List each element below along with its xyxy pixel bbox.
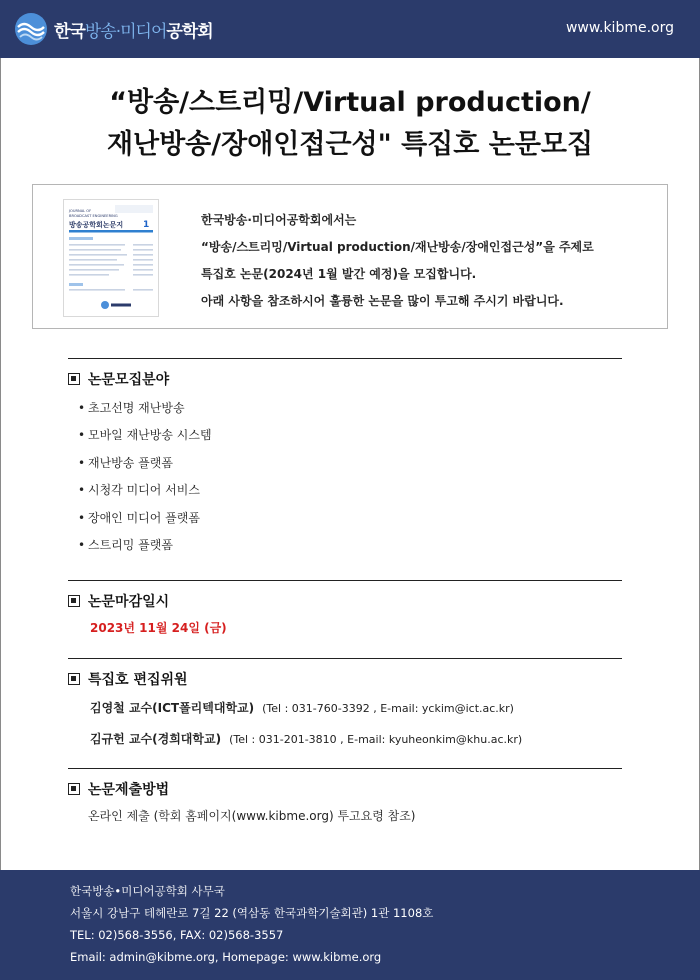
intro-text — [201, 207, 661, 315]
journal-sub-label: BROADCAST ENGINEERING — [69, 214, 118, 218]
intro-box — [32, 184, 668, 329]
square-bullet-icon — [68, 373, 80, 385]
title-line-2: 재난방송/장애인접근성" 특집호 논문모집 — [106, 129, 594, 160]
section-heading: 특집호 편집위원 — [68, 669, 622, 689]
header-bar — [0, 0, 700, 58]
journal-name: 방송공학회논문지 — [69, 221, 124, 229]
intro-line: 특집호 논문(2024년 1월 발간 예정)을 모집합니다. — [201, 267, 477, 281]
journal-issue: 1 — [143, 220, 150, 230]
society-logo[interactable] — [14, 12, 213, 46]
logo-text: 한국방송·미디어공학회 — [54, 21, 213, 42]
list-item: • 모바일 재난방송 시스템 — [68, 422, 622, 449]
editor-row — [90, 693, 622, 724]
section-heading: 논문제출방법 — [68, 779, 622, 799]
section-deadline — [68, 580, 622, 636]
section-heading: 논문마감일시 — [68, 591, 622, 611]
journal-top-label: JOURNAL OF — [69, 209, 92, 213]
editor-contact[interactable]: (Tel : 031-201-3810 , E-mail: kyuheonkim@khu.ac.kr) — [229, 733, 523, 746]
journal-cover-thumbnail — [63, 199, 159, 317]
square-bullet-icon — [68, 783, 80, 795]
footer-contact[interactable]: Email: admin@kibme.org, Homepage: www.kibme.org — [70, 950, 382, 964]
square-bullet-icon — [68, 673, 80, 685]
section-editors — [68, 658, 622, 755]
section-fields — [68, 358, 622, 559]
editor-name: 김규헌 교수(경희대학교) — [90, 732, 222, 746]
deadline-date: 2023년 11월 24일 (금) — [90, 621, 227, 635]
section-heading: 논문모집분야 — [68, 369, 622, 389]
list-item: • 장애인 미디어 플랫폼 — [68, 505, 622, 532]
footer-address: 서울시 강남구 테헤란로 7길 22 (역삼동 한국과학기술회관) 1관 1108호 — [70, 906, 434, 920]
footer-office: 한국방송•미디어공학회 사무국 — [70, 884, 225, 898]
site-url[interactable]: www.kibme.org — [565, 20, 674, 36]
intro-line: 아래 사항을 참조하시어 훌륭한 논문을 많이 투고해 주시기 바랍니다. — [201, 294, 564, 308]
list-item: • 시청각 미디어 서비스 — [68, 477, 622, 504]
list-item: • 초고선명 재난방송 — [68, 395, 622, 422]
footer — [0, 870, 700, 980]
field-list — [68, 395, 622, 559]
logo-wave-icon — [14, 12, 48, 46]
submission-text: 온라인 제출 (학회 홈페이지(www.kibme.org) 투고요령 참조) — [88, 809, 416, 823]
list-item: • 재난방송 플랫폼 — [68, 450, 622, 477]
footer-phone: TEL: 02)568-3556, FAX: 02)568-3557 — [70, 928, 284, 942]
square-bullet-icon — [68, 595, 80, 607]
list-item: • 스트리밍 플랫폼 — [68, 532, 622, 559]
page-title — [0, 82, 700, 166]
intro-line: “방송/스트리밍/Virtual production/재난방송/장애인접근성”을 주제로 — [201, 240, 594, 254]
editor-row — [90, 724, 622, 755]
intro-line: 한국방송·미디어공학회에서는 — [201, 213, 357, 227]
section-submission — [68, 768, 622, 824]
editor-contact[interactable]: (Tel : 031-760-3392 , E-mail: yckim@ict.ac.kr) — [262, 702, 514, 715]
editor-name: 김영철 교수(ICT폴리텍대학교) — [90, 701, 255, 715]
title-line-1: “방송/스트리밍/Virtual production/ — [109, 87, 591, 118]
